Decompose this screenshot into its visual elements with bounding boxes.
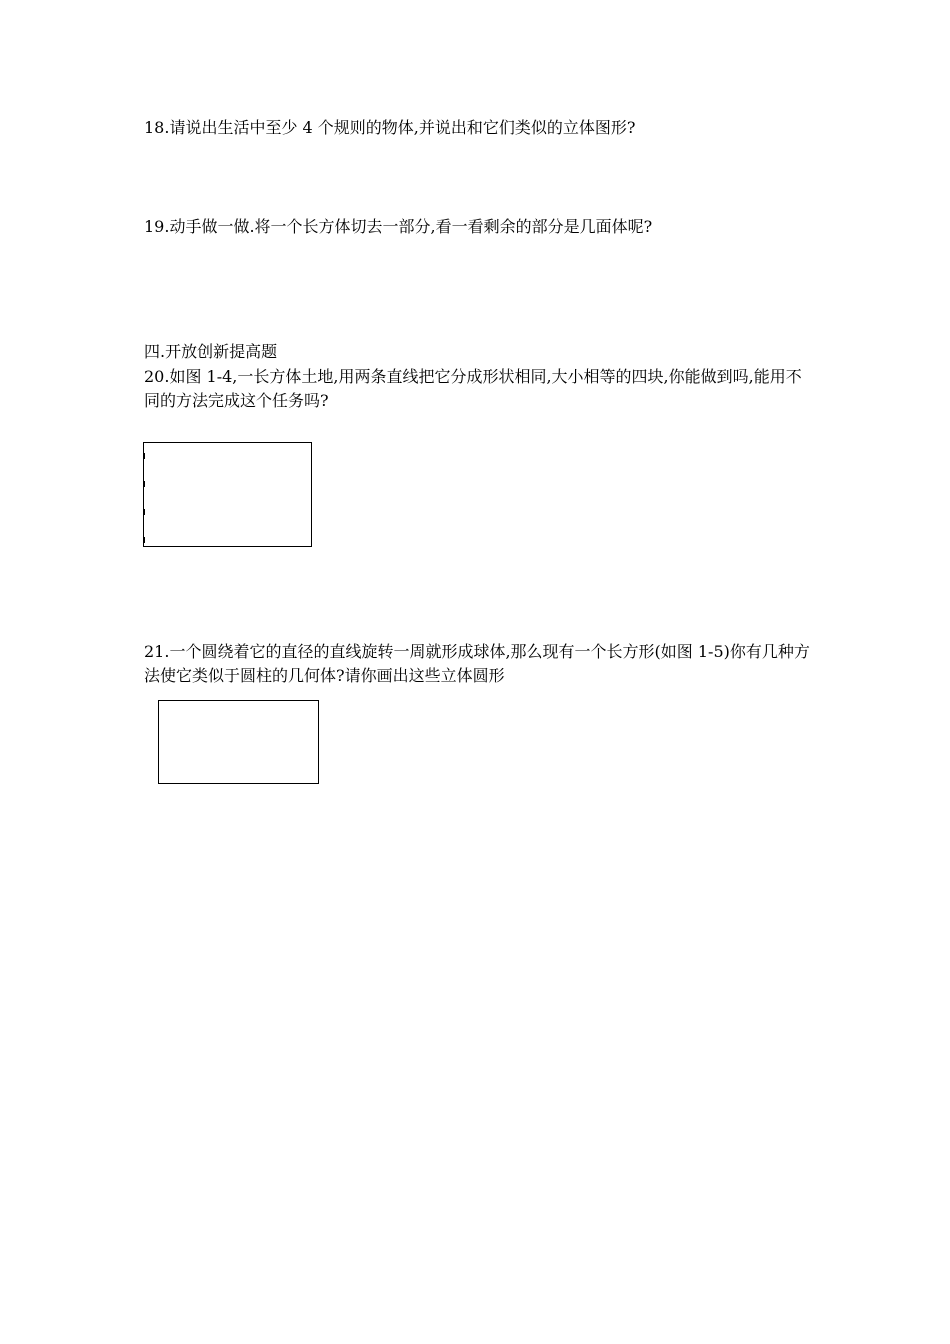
- figure-1-5-rectangle: [158, 700, 319, 784]
- question-20: 20.如图 1-4,一长方体土地,用两条直线把它分成形状相同,大小相等的四块,你能做到吗,能用不同的方法完成这个任务吗?: [144, 367, 802, 410]
- question-21: 21.一个圆绕着它的直径的直线旋转一周就形成球体,那么现有一个长方形(如图 1-5)你有几种方法使它类似于圆柱的几何体?请你画出这些立体圆形: [144, 642, 810, 685]
- figure-1-4-rectangle: [143, 442, 312, 547]
- question-18: 18.请说出生活中至少 4 个规则的物体,并说出和它们类似的立体图形?: [144, 118, 636, 137]
- figure-tick-mark: [143, 453, 145, 459]
- section-heading: 四.开放创新提高题: [144, 342, 278, 361]
- figure-tick-mark: [143, 481, 145, 487]
- figure-tick-mark: [143, 509, 145, 515]
- question-19: 19.动手做一做.将一个长方体切去一部分,看一看剩余的部分是几面体呢?: [144, 217, 653, 236]
- figure-tick-mark: [143, 537, 145, 543]
